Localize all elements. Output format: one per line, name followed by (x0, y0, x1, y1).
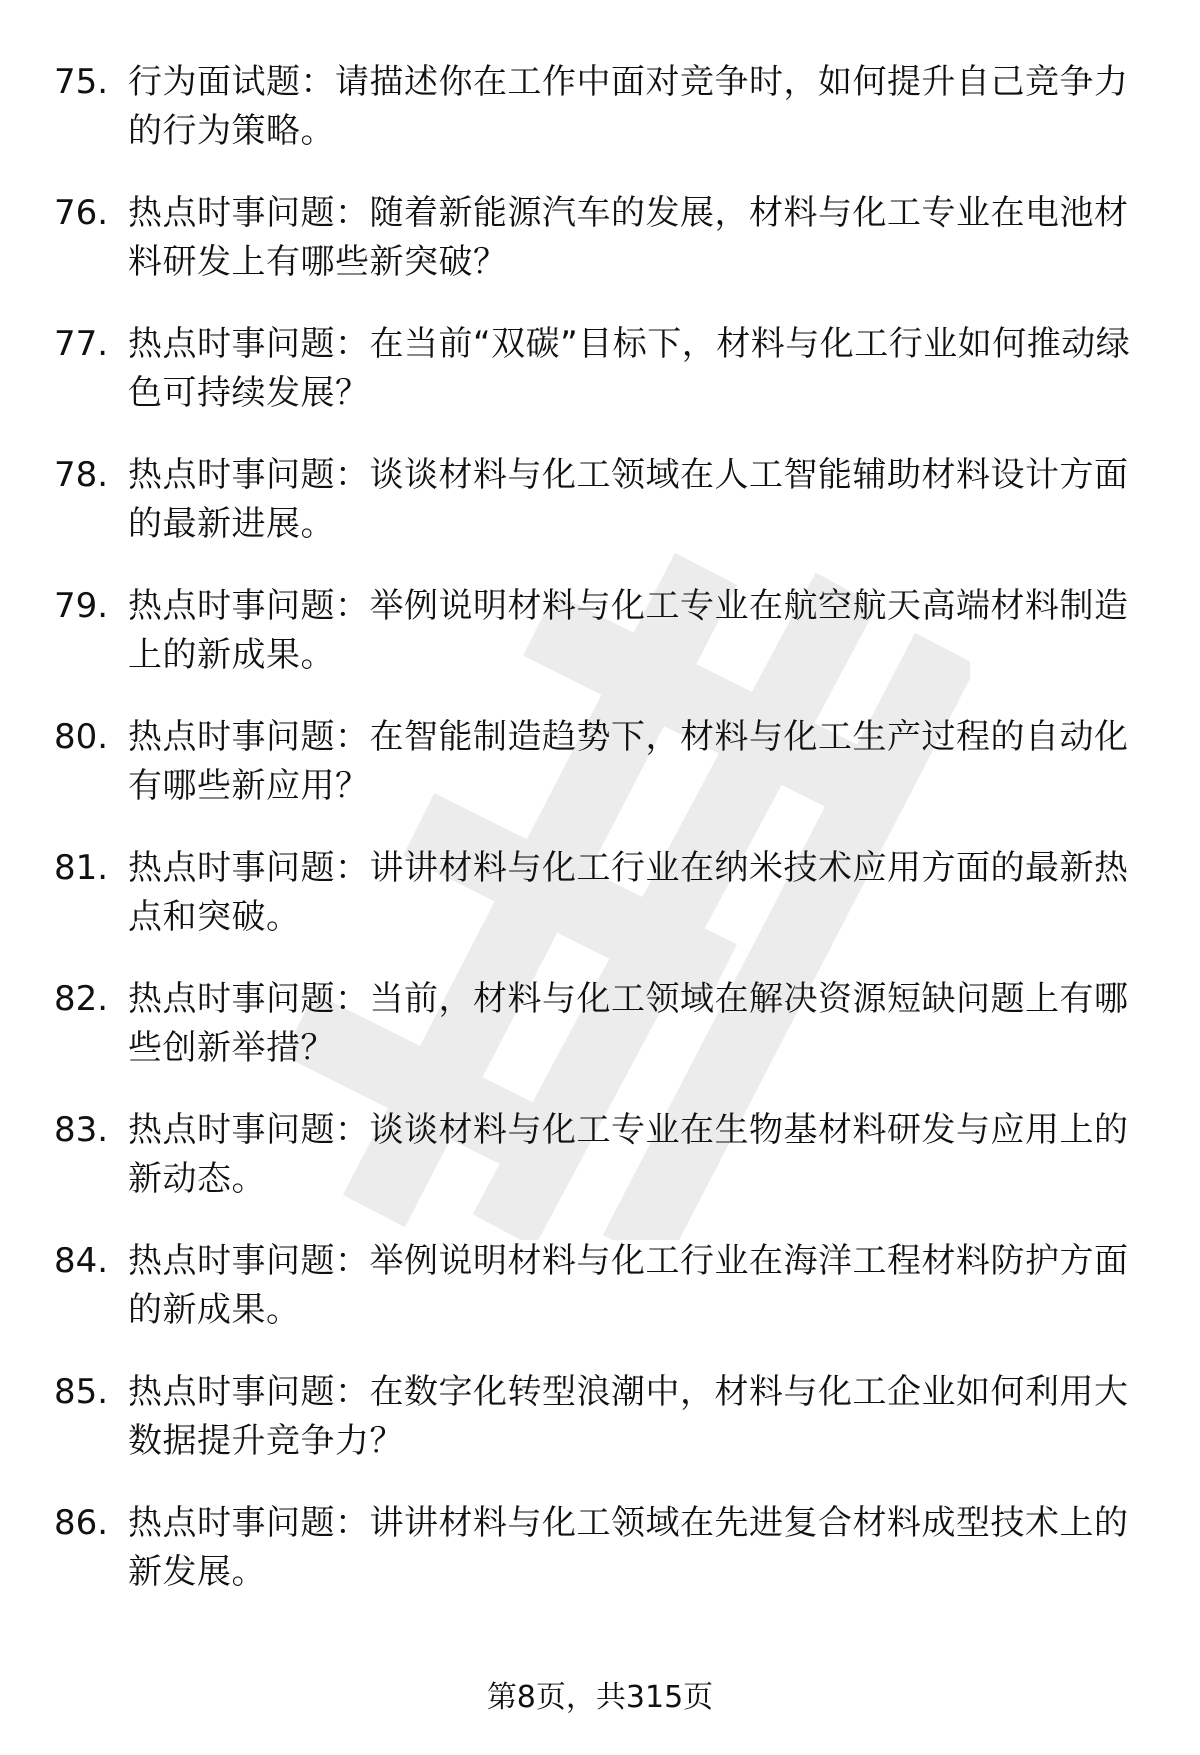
question-text: 热点时事问题：举例说明材料与化工行业在海洋工程材料防护方面的新成果。 (128, 1241, 1129, 1330)
question-text: 热点时事问题：谈谈材料与化工领域在人工智能辅助材料设计方面的最新进展。 (128, 455, 1129, 544)
question-item (54, 189, 1140, 320)
question-number: 82. (54, 979, 109, 1019)
question-number: 86. (54, 1503, 109, 1543)
question-text: 行为面试题：请描述你在工作中面对竞争时，如何提升自己竞争力的行为策略。 (128, 62, 1129, 151)
question-item (54, 1499, 1140, 1630)
question-list (54, 58, 1140, 1630)
question-item (54, 320, 1140, 451)
question-number: 85. (54, 1372, 109, 1412)
question-text: 热点时事问题：当前，材料与化工领域在解决资源短缺问题上有哪些创新举措？ (128, 979, 1129, 1068)
question-item (54, 1106, 1140, 1237)
question-text: 热点时事问题：在智能制造趋势下，材料与化工生产过程的自动化有哪些新应用？ (128, 717, 1129, 806)
page-footer (0, 1678, 1200, 1718)
question-number: 75. (54, 62, 109, 102)
question-number: 76. (54, 193, 109, 233)
question-number: 81. (54, 848, 109, 888)
question-item (54, 582, 1140, 713)
question-text: 热点时事问题：随着新能源汽车的发展，材料与化工专业在电池材料研发上有哪些新突破？ (128, 193, 1129, 282)
question-text: 热点时事问题：在数字化转型浪潮中，材料与化工企业如何利用大数据提升竞争力？ (128, 1372, 1129, 1461)
question-text: 热点时事问题：讲讲材料与化工行业在纳米技术应用方面的最新热点和突破。 (128, 848, 1129, 937)
page-number-label: 第8页，共315页 (486, 1680, 714, 1715)
question-item (54, 58, 1140, 189)
question-number: 77. (54, 324, 109, 364)
question-item (54, 713, 1140, 844)
question-text: 热点时事问题：谈谈材料与化工专业在生物基材料研发与应用上的新动态。 (128, 1110, 1129, 1199)
question-number: 79. (54, 586, 109, 626)
question-item (54, 1368, 1140, 1499)
question-item (54, 1237, 1140, 1368)
question-number: 78. (54, 455, 109, 495)
question-item (54, 975, 1140, 1106)
question-number: 80. (54, 717, 109, 757)
question-text: 热点时事问题：在当前“双碳”目标下，材料与化工行业如何推动绿色可持续发展？ (128, 324, 1131, 413)
question-item (54, 844, 1140, 975)
question-item (54, 451, 1140, 582)
question-number: 84. (54, 1241, 109, 1281)
question-text: 热点时事问题：讲讲材料与化工领域在先进复合材料成型技术上的新发展。 (128, 1503, 1129, 1592)
question-text: 热点时事问题：举例说明材料与化工专业在航空航天高端材料制造上的新成果。 (128, 586, 1129, 675)
question-number: 83. (54, 1110, 109, 1150)
